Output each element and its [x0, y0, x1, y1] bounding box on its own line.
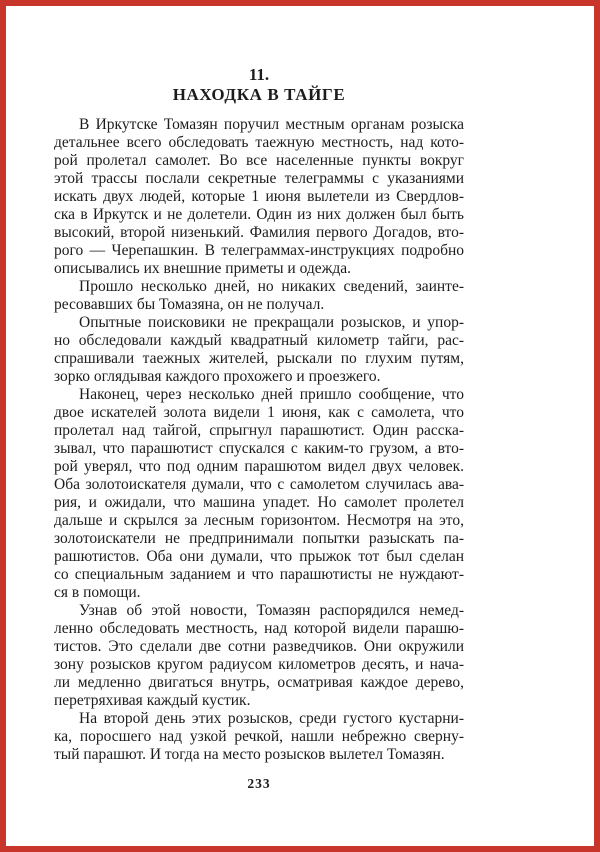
- paragraph: [54, 710, 464, 764]
- body-line: рашютистов. Оба они думали, что прыжок тот был сделан: [54, 548, 464, 565]
- body-line: тый парашют. И тогда на место розысков вылетел Томазян.: [54, 746, 445, 763]
- body-line: детальнее всего обследовать таежную местность, над кото-: [54, 134, 464, 151]
- body-text: [54, 116, 464, 764]
- paragraph: [54, 602, 464, 710]
- paragraph: [54, 116, 464, 278]
- body-line: ресовавших бы Томазяна, он не получал.: [54, 296, 325, 313]
- body-line: Узнав об этой новости, Томазян распорядился немед-: [79, 602, 464, 619]
- body-line: высокий, второй низенький. Фамилия первого Догадов, вто-: [54, 224, 464, 241]
- body-line: зорко оглядывая каждого прохожего и проезжего.: [54, 368, 381, 385]
- body-line: описывались их внешние приметы и одежда.: [54, 260, 351, 277]
- body-line: Наконец, через несколько дней пришло сообщение, что: [79, 386, 464, 403]
- paragraph: [54, 278, 464, 314]
- body-line: ся в помощи.: [54, 584, 141, 601]
- body-line: пролетал над тайгой, спрыгнул парашютист. Один расска-: [54, 422, 464, 439]
- body-line: рия, и ожидали, что машина упадет. Но самолет пролетел: [54, 494, 464, 511]
- body-line: ска в Иркутск и не долетели. Один из них должен был быть: [54, 206, 464, 223]
- body-line: Оба золотоискателя думали, что с самолетом случилась ава-: [54, 476, 464, 493]
- page-number: 233: [247, 776, 271, 791]
- body-line: этой трассы послали секретные телеграммы с указаниями: [54, 170, 464, 187]
- body-line: ли медленно двигаться внутрь, осматривая каждое дерево,: [54, 674, 464, 691]
- body-line: но обследовали каждый квадратный километр тайги, рас-: [54, 332, 464, 349]
- body-line: ка, поросшего над узкой речкой, нашли небрежно сверну-: [54, 728, 464, 745]
- body-line: двое искателей золота видели 1 июня, как с самолета, что: [54, 404, 464, 421]
- chapter-number: 11.: [248, 65, 270, 84]
- body-line: рого — Черепашкин. В телеграммах-инструкциях подробно: [54, 242, 464, 259]
- paragraph: [54, 314, 464, 386]
- text-column: [54, 6, 464, 846]
- body-line: зывал, что парашютист спускался с каким-то грузом, а вто-: [54, 440, 464, 457]
- body-line: спрашивали таежных жителей, рыскали по глухим путям,: [54, 350, 464, 367]
- body-line: В Иркутске Томазян поручил местным органам розыска: [79, 116, 464, 133]
- body-line: со специальным заданием и что парашютисты не нуждают-: [54, 566, 464, 583]
- body-line: рой пролетал самолет. Во все населенные пункты вокруг: [54, 152, 464, 169]
- body-line: дальше и скрылся за лесным горизонтом. Несмотря на это,: [54, 512, 464, 529]
- chapter-title: НАХОДКА В ТАЙГЕ: [172, 85, 346, 104]
- body-line: На второй день этих розысков, среди густого кустарни-: [79, 710, 464, 727]
- body-line: тистов. Это сделали две сотни разведчиков. Они окружили: [54, 638, 464, 655]
- body-line: перетряхивая каждый кустик.: [54, 692, 251, 709]
- body-line: Опытные поисковики не прекращали розысков, и упор-: [79, 314, 464, 331]
- body-line: зону розысков кругом радиусом километров десять, и нача-: [54, 656, 464, 673]
- body-line: Прошло несколько дней, но никаких сведений, заинте-: [79, 278, 464, 295]
- body-line: рой уверял, что под одним парашютом видел двух человек.: [54, 458, 464, 475]
- body-line: золотоискатели не предпринимали попытки разыскать па-: [54, 530, 464, 547]
- paragraph: [54, 386, 464, 602]
- body-line: искать двух людей, которые 1 июня вылетели из Свердлов-: [54, 188, 464, 205]
- body-line: ленно обследовать местность, над которой видели парашю-: [54, 620, 464, 637]
